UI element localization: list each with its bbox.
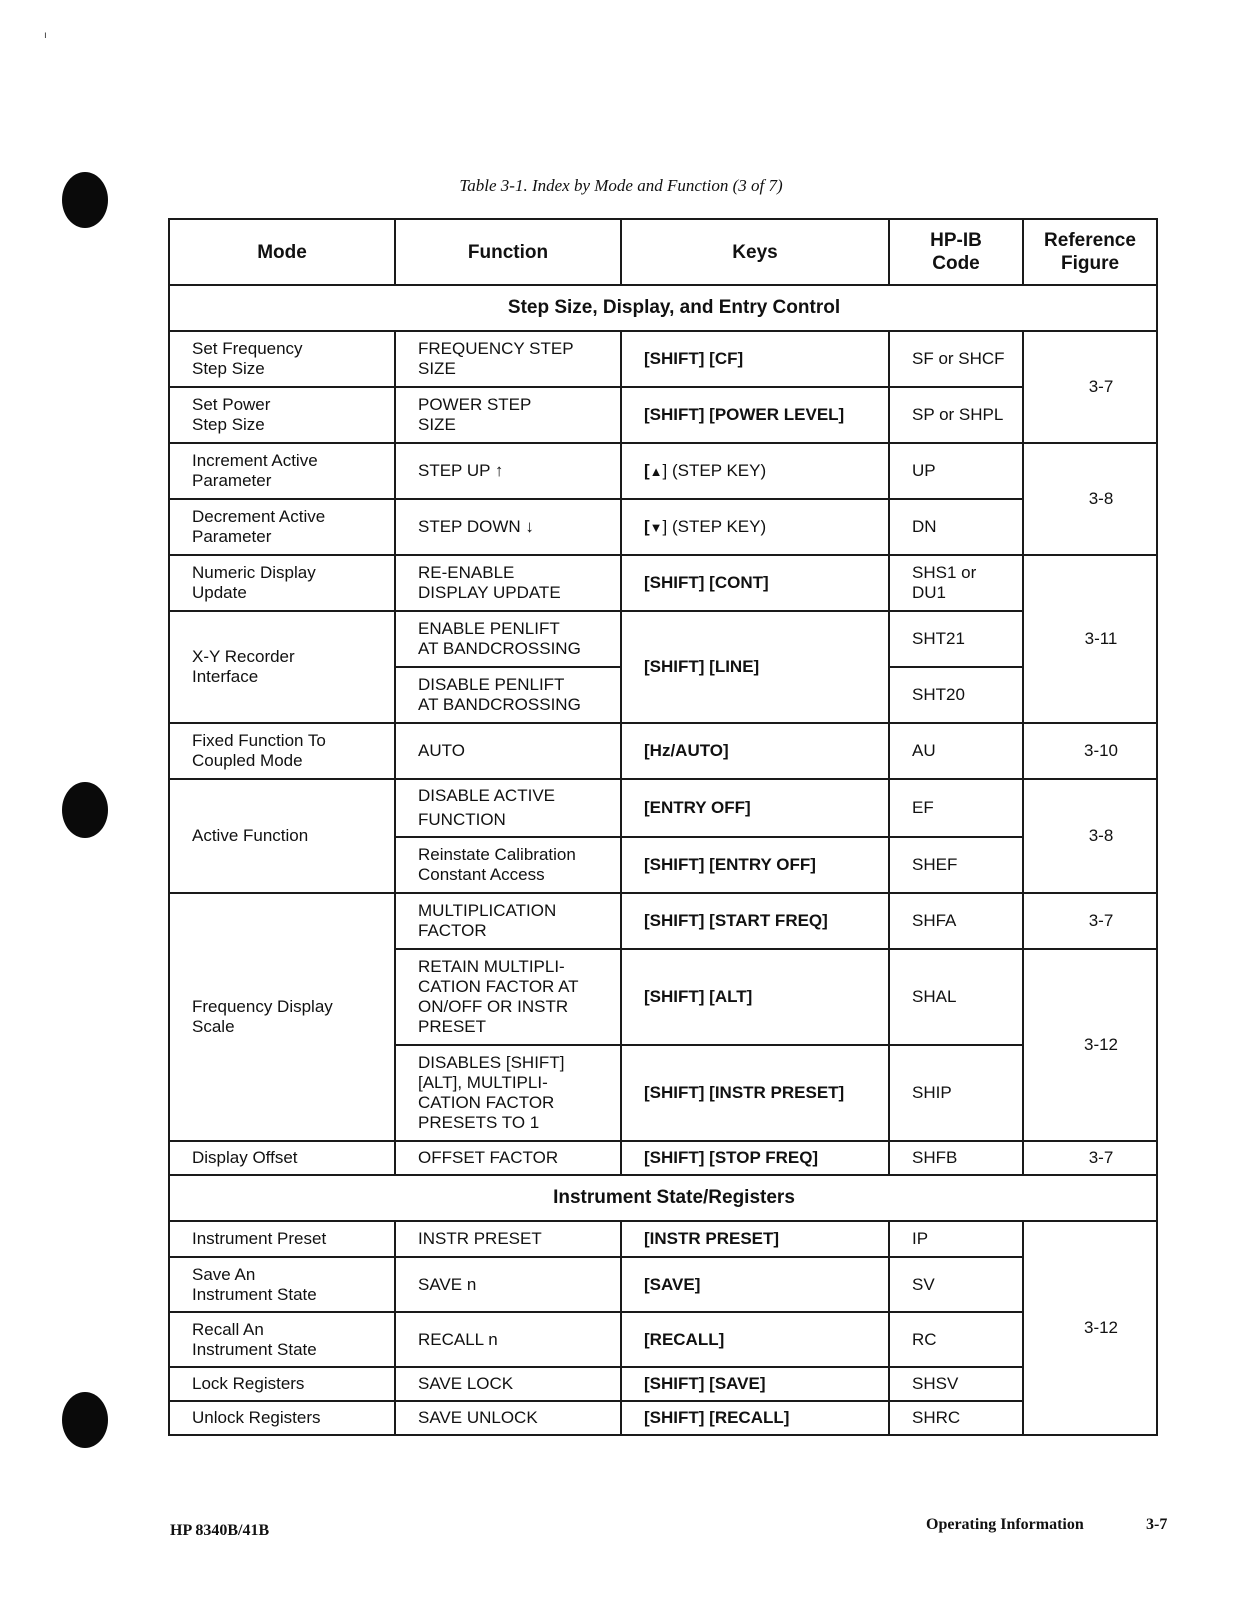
function-cell: Reinstate Calibration Constant Access [395, 837, 621, 893]
table-row [169, 387, 1157, 443]
section-row [169, 285, 1157, 331]
keys-cell: [RECALL] [621, 1312, 889, 1367]
function-cell: RECALL n [395, 1312, 621, 1367]
ref-cell: 3-7 [1023, 893, 1157, 949]
footer-section: Operating Information [926, 1516, 1084, 1533]
header-hpib-code: HP-IB Code [889, 219, 1023, 285]
binder-hole-middle [62, 782, 108, 838]
mode-cell: Active Function [169, 779, 395, 893]
function-cell: RE-ENABLE DISPLAY UPDATE [395, 555, 621, 611]
mode-cell: Save An Instrument State [169, 1257, 395, 1312]
function-cell: MULTIPLICATION FACTOR [395, 893, 621, 949]
step-up-key-icon: ▲ [649, 463, 663, 479]
code-cell: SP or SHPL [889, 387, 1023, 443]
keys-cell [621, 499, 889, 555]
code-cell: SHT20 [889, 667, 1023, 723]
footer-model: HP 8340B/41B [170, 1522, 270, 1539]
table-row [169, 893, 1157, 949]
binder-hole-bottom [62, 1392, 108, 1448]
keys-cell: [SHIFT] [CF] [621, 331, 889, 387]
function-text: STEP UP [418, 461, 491, 480]
keys-cell: [INSTR PRESET] [621, 1221, 889, 1257]
code-cell: DN [889, 499, 1023, 555]
function-cell: ENABLE PENLIFT AT BANDCROSSING [395, 611, 621, 667]
key-label: ] (STEP KEY) [662, 460, 767, 480]
header-mode: Mode [169, 219, 395, 285]
mode-cell: X-Y Recorder Interface [169, 611, 395, 723]
key-label: ] (STEP KEY) [662, 516, 767, 536]
function-cell [395, 499, 621, 555]
keys-cell: [SHIFT] [CONT] [621, 555, 889, 611]
index-table [168, 218, 1158, 1436]
header-keys: Keys [621, 219, 889, 285]
mode-cell: Set Power Step Size [169, 387, 395, 443]
function-cell: SAVE UNLOCK [395, 1401, 621, 1435]
code-cell: IP [889, 1221, 1023, 1257]
ref-cell: 3-7 [1023, 1141, 1157, 1175]
mode-cell: Frequency Display Scale [169, 893, 395, 1141]
keys-cell: [SHIFT] [LINE] [621, 611, 889, 723]
table-row [169, 1312, 1157, 1367]
footer-page-number: 3-7 [1146, 1516, 1168, 1533]
table-row [169, 779, 1157, 837]
mode-cell: Lock Registers [169, 1367, 395, 1401]
section-title: Step Size, Display, and Entry Control [169, 285, 1157, 331]
code-cell: SF or SHCF [889, 331, 1023, 387]
function-cell: DISABLE PENLIFT AT BANDCROSSING [395, 667, 621, 723]
table-caption: Table 3-1. Index by Mode and Function (3 of 7) [459, 176, 783, 195]
section-row [169, 1175, 1157, 1221]
keys-cell [621, 443, 889, 499]
ref-cell: 3-12 [1023, 1221, 1157, 1435]
keys-cell: [SHIFT] [ENTRY OFF] [621, 837, 889, 893]
code-cell: SHT21 [889, 611, 1023, 667]
code-cell: SHAL [889, 949, 1023, 1045]
code-cell: SHIP [889, 1045, 1023, 1141]
ref-cell: 3-7 [1023, 331, 1157, 443]
table-row [169, 611, 1157, 667]
code-cell: SHFB [889, 1141, 1023, 1175]
header-function: Function [395, 219, 621, 285]
keys-cell: [SAVE] [621, 1257, 889, 1312]
function-cell: RETAIN MULTIPLI- CATION FACTOR AT ON/OFF OR INSTR PRESET [395, 949, 621, 1045]
ref-cell: 3-10 [1023, 723, 1157, 779]
keys-cell: [SHIFT] [ALT] [621, 949, 889, 1045]
ref-cell: 3-8 [1023, 443, 1157, 555]
table-row [169, 1367, 1157, 1401]
table-row [169, 499, 1157, 555]
code-cell: SHS1 or DU1 [889, 555, 1023, 611]
table-row [169, 723, 1157, 779]
keys-cell: [SHIFT] [STOP FREQ] [621, 1141, 889, 1175]
mode-cell: Instrument Preset [169, 1221, 395, 1257]
table-row [169, 1221, 1157, 1257]
mode-cell: Recall An Instrument State [169, 1312, 395, 1367]
function-cell: OFFSET FACTOR [395, 1141, 621, 1175]
mode-cell: Decrement Active Parameter [169, 499, 395, 555]
arrow-down-icon: ↓ [525, 517, 534, 536]
table-row [169, 1141, 1157, 1175]
mode-cell: Numeric Display Update [169, 555, 395, 611]
key-bracket: [ [644, 516, 650, 536]
code-cell: SHSV [889, 1367, 1023, 1401]
step-down-key-icon: ▼ [649, 519, 663, 535]
keys-cell: [SHIFT] [INSTR PRESET] [621, 1045, 889, 1141]
code-cell: EF [889, 779, 1023, 837]
mode-cell: Set Frequency Step Size [169, 331, 395, 387]
code-cell: SV [889, 1257, 1023, 1312]
table-row [169, 1257, 1157, 1312]
ref-cell: 3-8 [1023, 779, 1157, 893]
keys-cell: [Hz/AUTO] [621, 723, 889, 779]
mode-cell: Unlock Registers [169, 1401, 395, 1435]
ref-cell: 3-11 [1023, 555, 1157, 723]
function-cell: DISABLE ACTIVE FUNCTION [395, 779, 621, 837]
table-row [169, 1401, 1157, 1435]
code-cell: RC [889, 1312, 1023, 1367]
function-cell [395, 443, 621, 499]
code-cell: SHFA [889, 893, 1023, 949]
edge-tick-mark: ı [44, 30, 47, 41]
mode-cell: Display Offset [169, 1141, 395, 1175]
function-cell: SAVE n [395, 1257, 621, 1312]
function-cell: INSTR PRESET [395, 1221, 621, 1257]
table-row [169, 555, 1157, 611]
function-text: STEP DOWN [418, 517, 521, 536]
function-cell: POWER STEP SIZE [395, 387, 621, 443]
ref-cell: 3-12 [1023, 949, 1157, 1141]
header-reference-figure: Reference Figure [1023, 219, 1157, 285]
code-cell: AU [889, 723, 1023, 779]
section-title: Instrument State/Registers [169, 1175, 1157, 1221]
function-cell: FREQUENCY STEP SIZE [395, 331, 621, 387]
header-row [169, 219, 1157, 285]
table-row [169, 331, 1157, 387]
function-cell: DISABLES [SHIFT] [ALT], MULTIPLI- CATION FACTOR PRESETS TO 1 [395, 1045, 621, 1141]
keys-cell: [SHIFT] [START FREQ] [621, 893, 889, 949]
function-cell: SAVE LOCK [395, 1367, 621, 1401]
mode-cell: Fixed Function To Coupled Mode [169, 723, 395, 779]
keys-cell: [SHIFT] [RECALL] [621, 1401, 889, 1435]
arrow-up-icon: ↑ [494, 461, 504, 480]
code-cell: SHEF [889, 837, 1023, 893]
table-row [169, 443, 1157, 499]
code-cell: UP [889, 443, 1023, 499]
keys-cell: [SHIFT] [POWER LEVEL] [621, 387, 889, 443]
keys-cell: [ENTRY OFF] [621, 779, 889, 837]
mode-cell: Increment Active Parameter [169, 443, 395, 499]
code-cell: SHRC [889, 1401, 1023, 1435]
key-bracket: [ [644, 460, 650, 480]
keys-cell: [SHIFT] [SAVE] [621, 1367, 889, 1401]
function-cell: AUTO [395, 723, 621, 779]
